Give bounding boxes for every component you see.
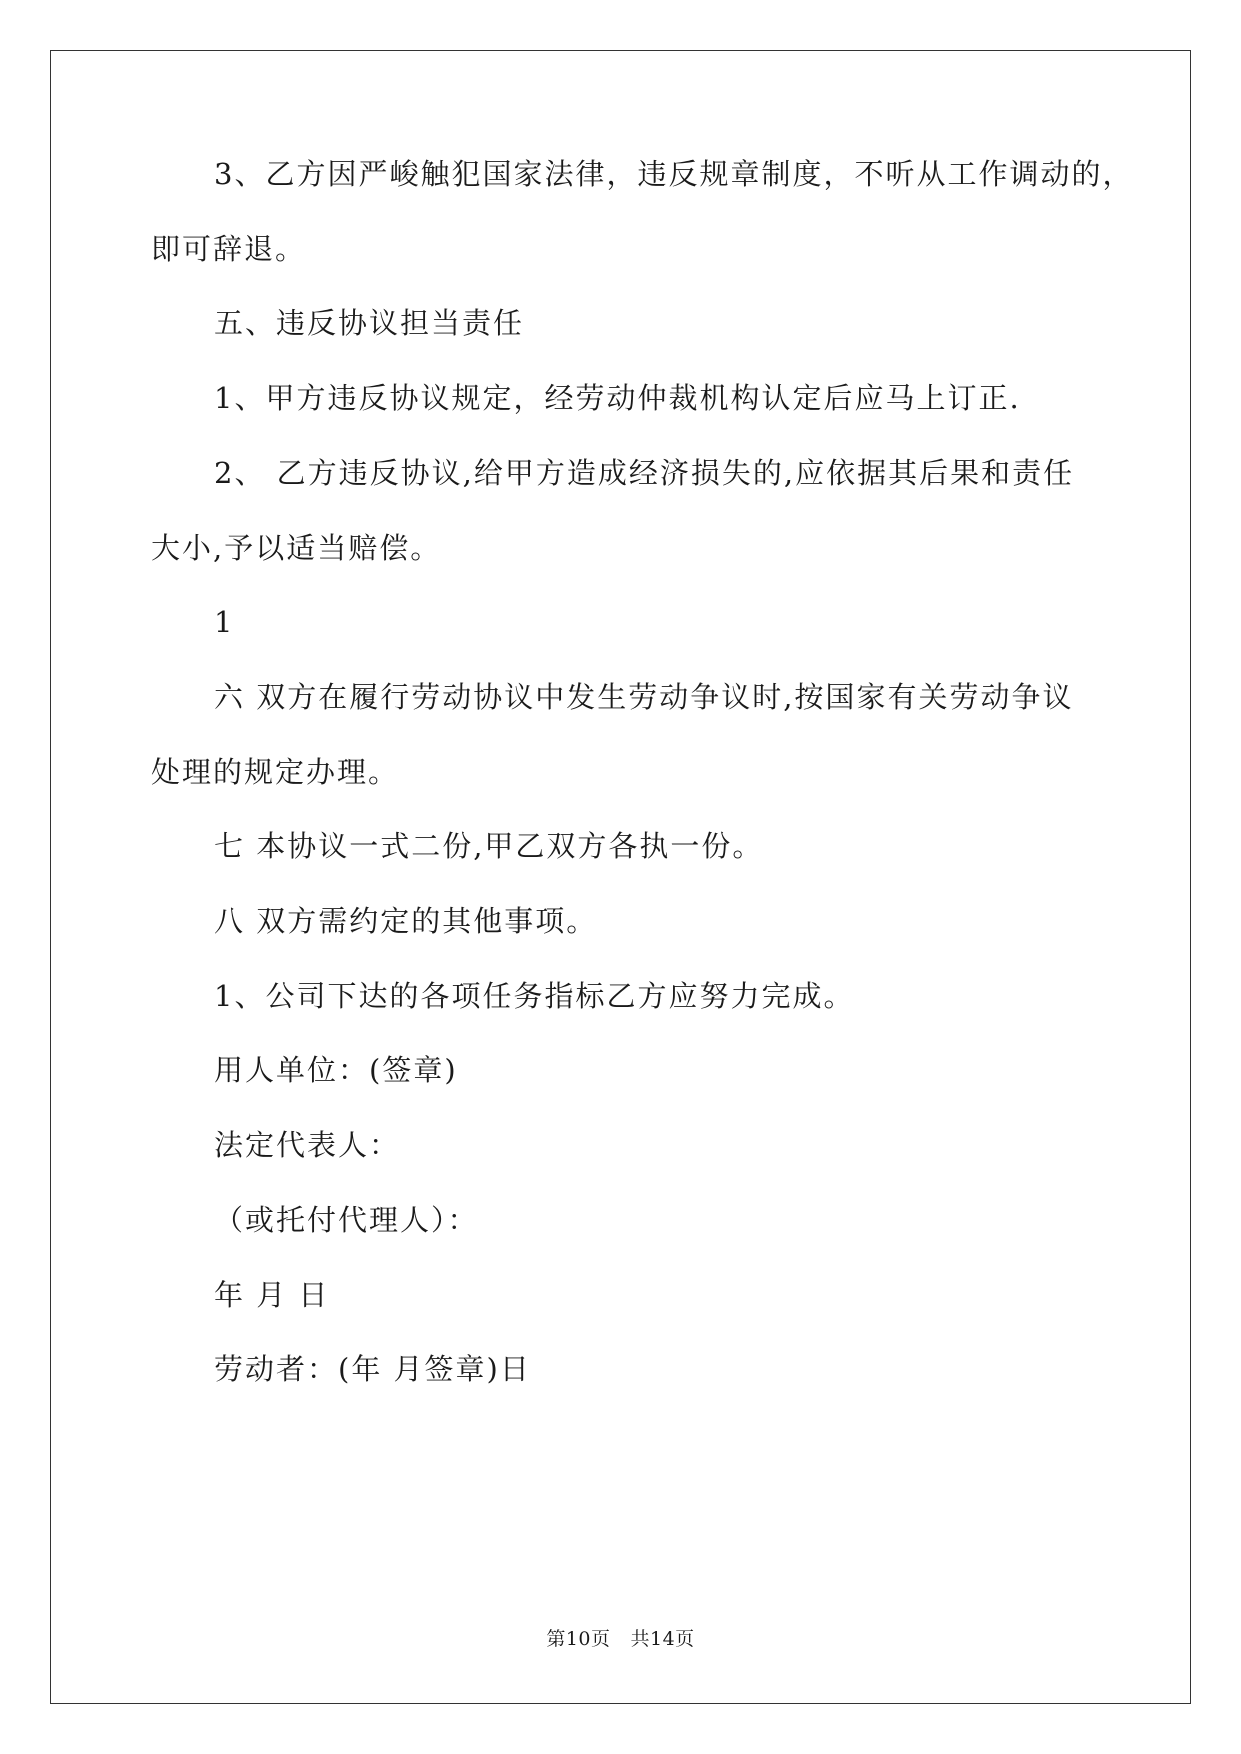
total-pages: 共14页: [630, 1628, 695, 1650]
section-6-line-1: 六 双方在履行劳动协议中发生劳动争议时,按国家有关劳动争议: [214, 680, 1074, 714]
page-border: [50, 50, 1191, 1704]
page-footer: [0, 1627, 1241, 1651]
clause-5-1: 1、甲方违反协议规定，经劳动仲裁机构认定后应马上订正.: [214, 381, 1021, 415]
clause-8-1: 1、公司下达的各项任务指标乙方应努力完成。: [214, 979, 855, 1013]
clause-5-2-line-1: 2、 乙方违反协议,给甲方造成经济损失的,应依据其后果和责任: [214, 456, 1075, 490]
section-5-heading: 五、违反协议担当责任: [214, 306, 525, 340]
authorized-agent-label: （或托付代理人）：: [214, 1203, 479, 1237]
section-7: 七 本协议一式二份,甲乙双方各执一份。: [214, 829, 764, 863]
employer-signature-label: 用人单位：(签章): [214, 1053, 458, 1087]
section-8: 八 双方需约定的其他事项。: [214, 904, 598, 938]
clause-5-2-line-2: 大小,予以适当赔偿。: [151, 531, 442, 565]
current-page-number: 第10页: [546, 1628, 611, 1650]
worker-signature-label: 劳动者：(年 月签章)日: [214, 1352, 531, 1386]
clause-3-dismissal-line-2: 即可辞退。: [151, 232, 307, 266]
clause-3-dismissal-line-1: 3、乙方因严峻触犯国家法律，违反规章制度，不听从工作调动的，: [214, 157, 1134, 191]
section-6-line-2: 处理的规定办理。: [151, 755, 400, 789]
stray-number: 1: [214, 605, 235, 639]
legal-representative-label: 法定代表人：: [214, 1128, 401, 1162]
date-line: 年 月 日: [214, 1278, 330, 1312]
